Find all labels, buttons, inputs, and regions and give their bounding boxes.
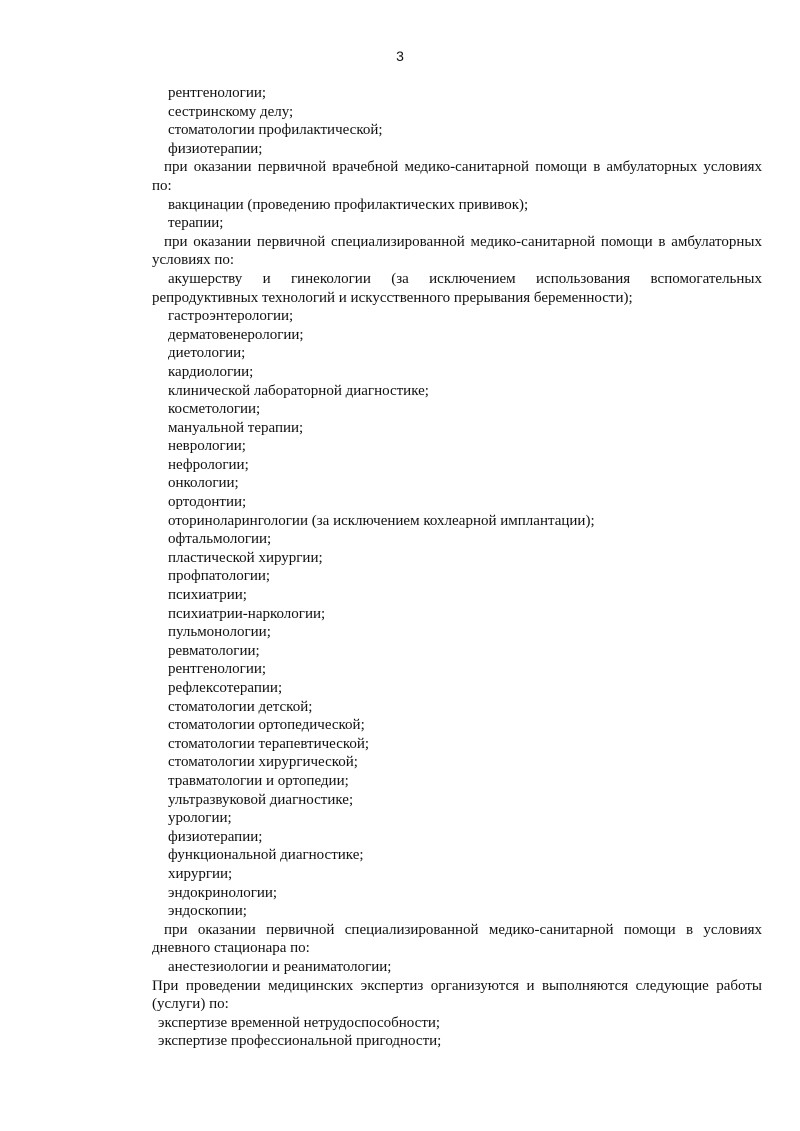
document-paragraph: при оказании первичной специализированной медико-санитарной помощи в условиях дневного стационара по:	[152, 921, 762, 957]
list-item: стоматологии ортопедической;	[168, 717, 365, 734]
list-item: онкологии;	[168, 475, 239, 492]
list-item: ультразвуковой диагностике;	[168, 791, 354, 808]
list-item: хирургии;	[168, 865, 233, 882]
list-item: стоматологии терапевтической;	[168, 735, 370, 752]
list-item: экспертизе временной нетрудоспособности;	[158, 1014, 441, 1031]
document-paragraph: акушерству и гинекологии (за исключением использования вспомогательных репродуктивных технологий и искусственного прерывания беременности);	[152, 270, 762, 306]
document-paragraph: при оказании первичной врачебной медико-санитарной помощи в амбулаторных условиях по:	[152, 159, 762, 194]
list-item: мануальной терапии;	[168, 419, 304, 436]
list-item: рентгенологии;	[168, 85, 267, 101]
list-item: эндокринологии;	[168, 884, 278, 901]
list-item: физиотерапии;	[168, 140, 263, 157]
list-item: кардиологии;	[168, 363, 254, 380]
list-item: эндоскопии;	[168, 903, 247, 920]
list-item: гастроэнтерологии;	[168, 308, 294, 325]
list-item: экспертизе профессиональной пригодности;	[158, 1033, 442, 1050]
list-item: стоматологии профилактической;	[168, 122, 383, 139]
page-number: 3	[396, 48, 404, 64]
list-item: рефлексотерапии;	[168, 680, 283, 696]
list-item: стоматологии хирургической;	[168, 754, 358, 771]
document-paragraph: при оказании первичной специализированной медико-санитарной помощи в амбулаторных условиях по:	[152, 233, 762, 269]
list-item: пульмонологии;	[168, 624, 271, 641]
list-item: анестезиологии и реаниматологии;	[168, 958, 392, 975]
list-item: клинической лабораторной диагностике;	[168, 382, 429, 399]
list-item: урологии;	[168, 810, 232, 827]
list-item: рентгенологии;	[168, 661, 267, 678]
list-item: вакцинации (проведению профилактических прививок);	[168, 196, 529, 213]
list-item: ревматологии;	[168, 642, 260, 659]
list-item: косметологии;	[168, 401, 261, 418]
list-item: травматологии и ортопедии;	[168, 772, 349, 789]
list-item: терапии;	[168, 215, 224, 232]
list-item: психиатрии-наркологии;	[168, 605, 326, 622]
document-body	[152, 84, 762, 1051]
list-item: сестринскому делу;	[168, 103, 294, 120]
list-item: ортодонтии;	[168, 494, 247, 511]
list-item: психиатрии;	[168, 587, 247, 604]
list-item: пластической хирургии;	[168, 549, 323, 566]
list-item: диетологии;	[168, 345, 246, 362]
list-item: физиотерапии;	[168, 828, 263, 845]
list-item: нефрологии;	[168, 456, 249, 473]
list-item: неврологии;	[168, 438, 246, 455]
list-item: стоматологии детской;	[168, 698, 313, 715]
list-item: профпатологии;	[168, 568, 271, 585]
list-item: функциональной диагностике;	[168, 847, 364, 864]
list-item: офтальмологии;	[168, 531, 272, 548]
list-item: оториноларингологии (за исключением кохлеарной имплантации);	[168, 512, 595, 529]
document-paragraph: При проведении медицинских экспертиз организуются и выполняются следующие работы (услуги) по:	[152, 977, 762, 1013]
list-item: дерматовенерологии;	[168, 326, 304, 343]
